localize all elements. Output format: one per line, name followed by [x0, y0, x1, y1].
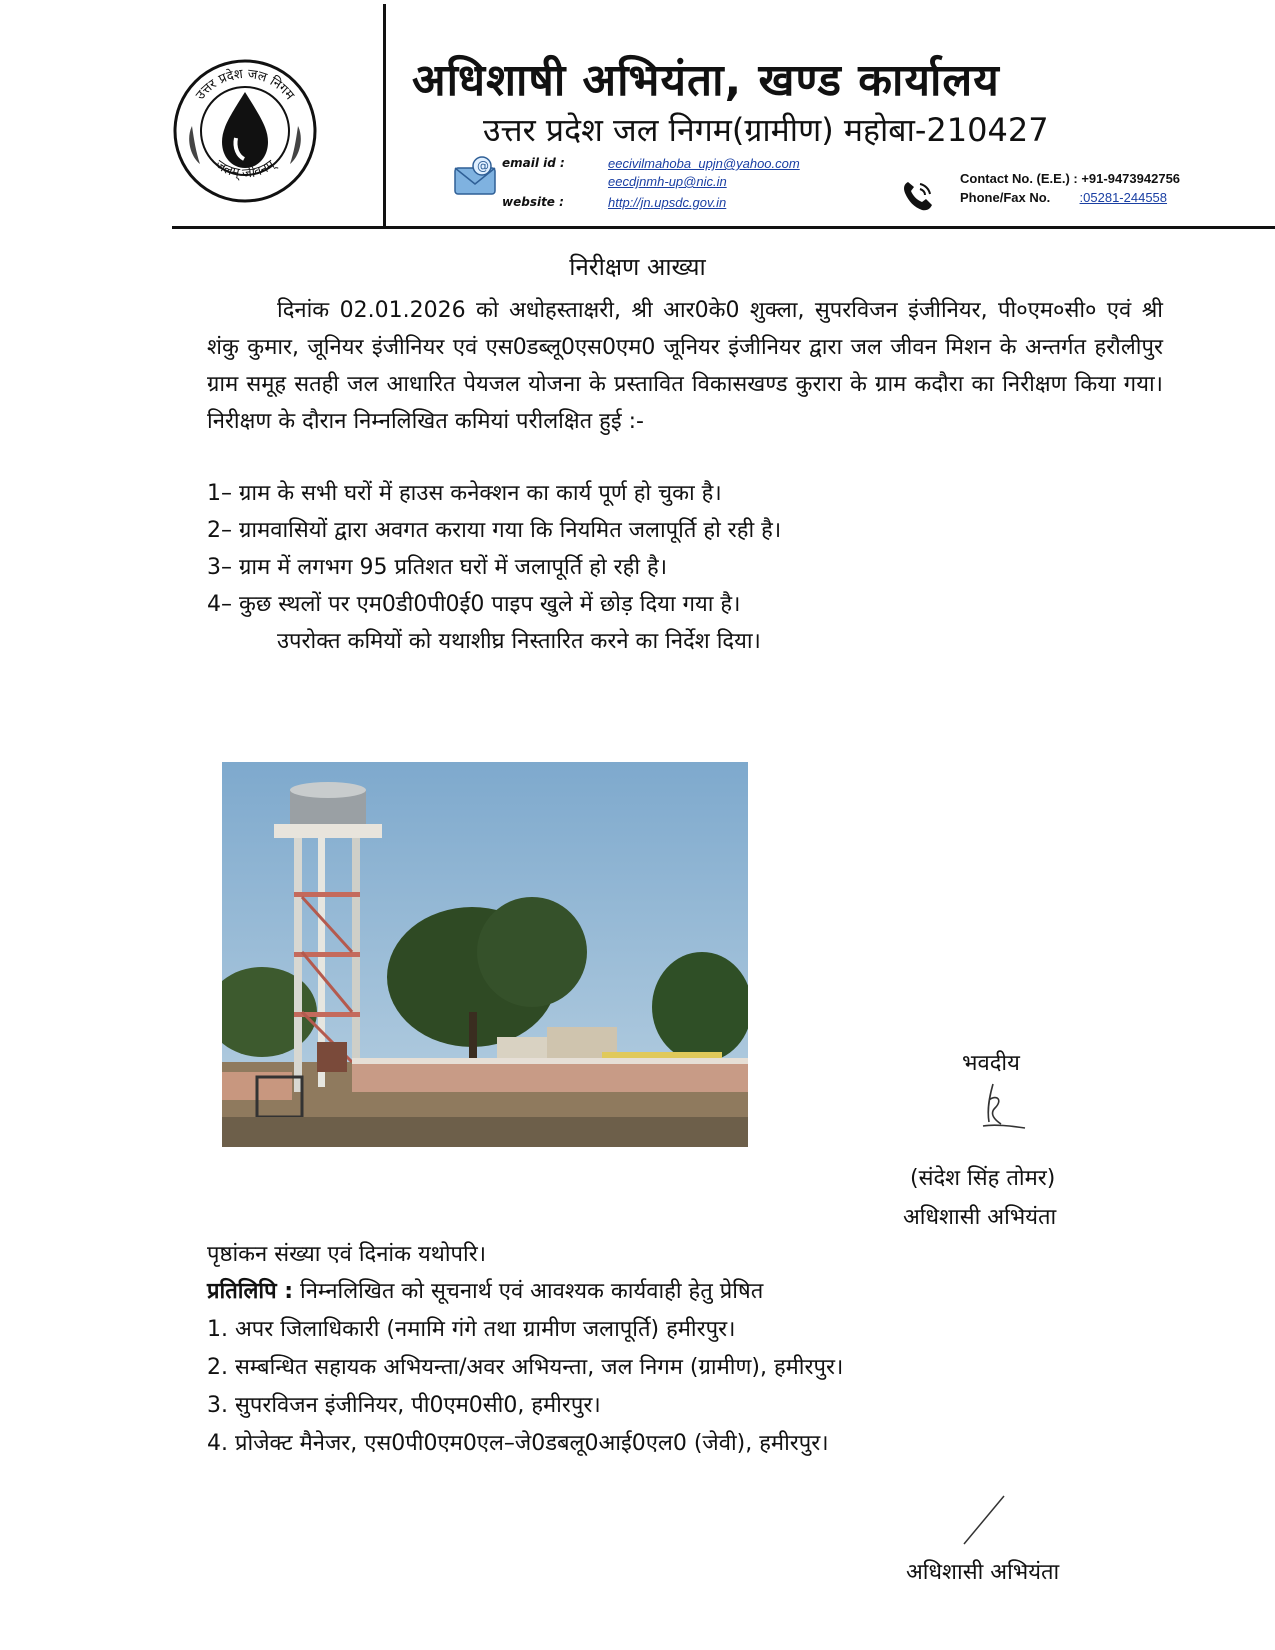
cc-recipient-1: 1. अपर जिलाधिकारी (नमामि गंगे तथा ग्रामीण जलापूर्ति) हमीरपुर। — [207, 1317, 736, 1342]
email-icon — [452, 156, 502, 198]
salutation: भवदीय — [962, 1051, 1020, 1076]
finding-item-3: 3– ग्राम में लगभग 95 प्रतिशत घरों में जलापूर्ति हो रही है। — [207, 555, 668, 580]
cc-heading — [207, 1275, 763, 1305]
signature-mark — [975, 1080, 1035, 1136]
final-signature-mark — [960, 1494, 1010, 1546]
contact-number: +91-9473942756 — [1081, 171, 1181, 186]
signatory-name: (संदेश सिंह तोमर) — [910, 1166, 1056, 1191]
cc-recipient-2: 2. सम्बन्धित सहायक अभियन्ता/अवर अभियन्ता, जल निगम (ग्रामीण), हमीरपुर। — [207, 1355, 844, 1380]
fax-label: Phone/Fax No. — [960, 190, 1051, 205]
office-title: अधिशाषी अभियंता, खण्ड कार्यालय — [412, 55, 1000, 106]
email-link-2[interactable]: eecdjnmh-up@nic.in — [608, 174, 727, 189]
office-subtitle: उत्तर प्रदेश जल निगम(ग्रामीण) महोबा-210427 — [483, 111, 1049, 149]
reference-line: पृष्ठांकन संख्या एवं दिनांक यथोपरि। — [207, 1242, 487, 1267]
svg-text:@: @ — [477, 159, 489, 173]
report-intro-text: दिनांक 02.01.2026 को अधोहस्ताक्षरी, श्री आर0के0 शुक्ला, सुपरविजन इंजीनियर, पी०एम०सी० एवं श्री शंकु कुमार, जूनियर इंजीनियर एवं एस0डब्लू0एस0एम0 जूनियर इंजीनियर द्वारा जल जीवन मिशन के अन्तर्गत हरौलीपुर ग्राम समूह सतही जल आधारित पेयजल योजना के प्रस्तावित विकासखण्ड कुरारा के ग्राम कदौरा का निरीक्षण किया गया। निरीक्षण के दौरान निम्नलिखित कमियां परीलक्षित हुई :- — [207, 298, 1163, 434]
email-link-1[interactable]: eecivilmahoba_upjn@yahoo.com — [608, 156, 800, 171]
cc-label: प्रतिलिपि : — [207, 1279, 294, 1304]
fax-number[interactable]: :05281-244558 — [1079, 190, 1168, 205]
cc-recipient-3: 3. सुपरविजन इंजीनियर, पी0एम0सी0, हमीरपुर। — [207, 1393, 601, 1418]
report-closing: उपरोक्त कमियों को यथाशीघ्र निस्तारित करने का निर्देश दिया। — [277, 629, 761, 654]
fax-line — [960, 190, 1167, 205]
contact-line — [960, 171, 1180, 186]
final-designation: अधिशासी अभियंता — [906, 1560, 1060, 1585]
logo-text-top: उत्तर प्रदेश जल निगम — [193, 66, 297, 103]
finding-item-1: 1– ग्राम के सभी घरों में हाउस कनेक्शन का कार्य पूर्ण हो चुका है। — [207, 481, 722, 506]
website-label: website : — [502, 195, 564, 209]
header-horizontal-divider — [172, 226, 1275, 229]
contact-label: Contact No. (E.E.) : — [960, 171, 1078, 186]
finding-item-2: 2– ग्रामवासियों द्वारा अवगत कराया गया कि नियमित जलापूर्ति हो रही है। — [207, 518, 782, 543]
email-label: email id : — [502, 156, 565, 170]
cc-recipient-4: 4. प्रोजेक्ट मैनेजर, एस0पी0एम0एल–जे0डबलू0आई0एल0 (जेवी), हमीरपुर। — [207, 1431, 829, 1456]
header-vertical-divider — [383, 4, 386, 229]
site-photo-water-tank — [222, 762, 748, 1147]
logo-text-bottom: जलम् जीवनम् — [212, 157, 278, 182]
report-heading: निरीक्षण आख्या — [569, 253, 706, 281]
website-link[interactable]: http://jn.upsdc.gov.in — [608, 195, 727, 210]
report-intro-paragraph — [207, 292, 1163, 440]
jal-nigam-logo — [170, 56, 320, 206]
finding-item-4: 4– कुछ स्थलों पर एम0डी0पी0ई0 पाइप खुले में छोड़ दिया गया है। — [207, 592, 741, 617]
signatory-designation: अधिशासी अभियंता — [903, 1205, 1057, 1230]
cc-intro: निम्नलिखित को सूचनार्थ एवं आवश्यक कार्यवाही हेतु प्रेषित — [293, 1279, 764, 1304]
phone-icon — [900, 178, 936, 214]
